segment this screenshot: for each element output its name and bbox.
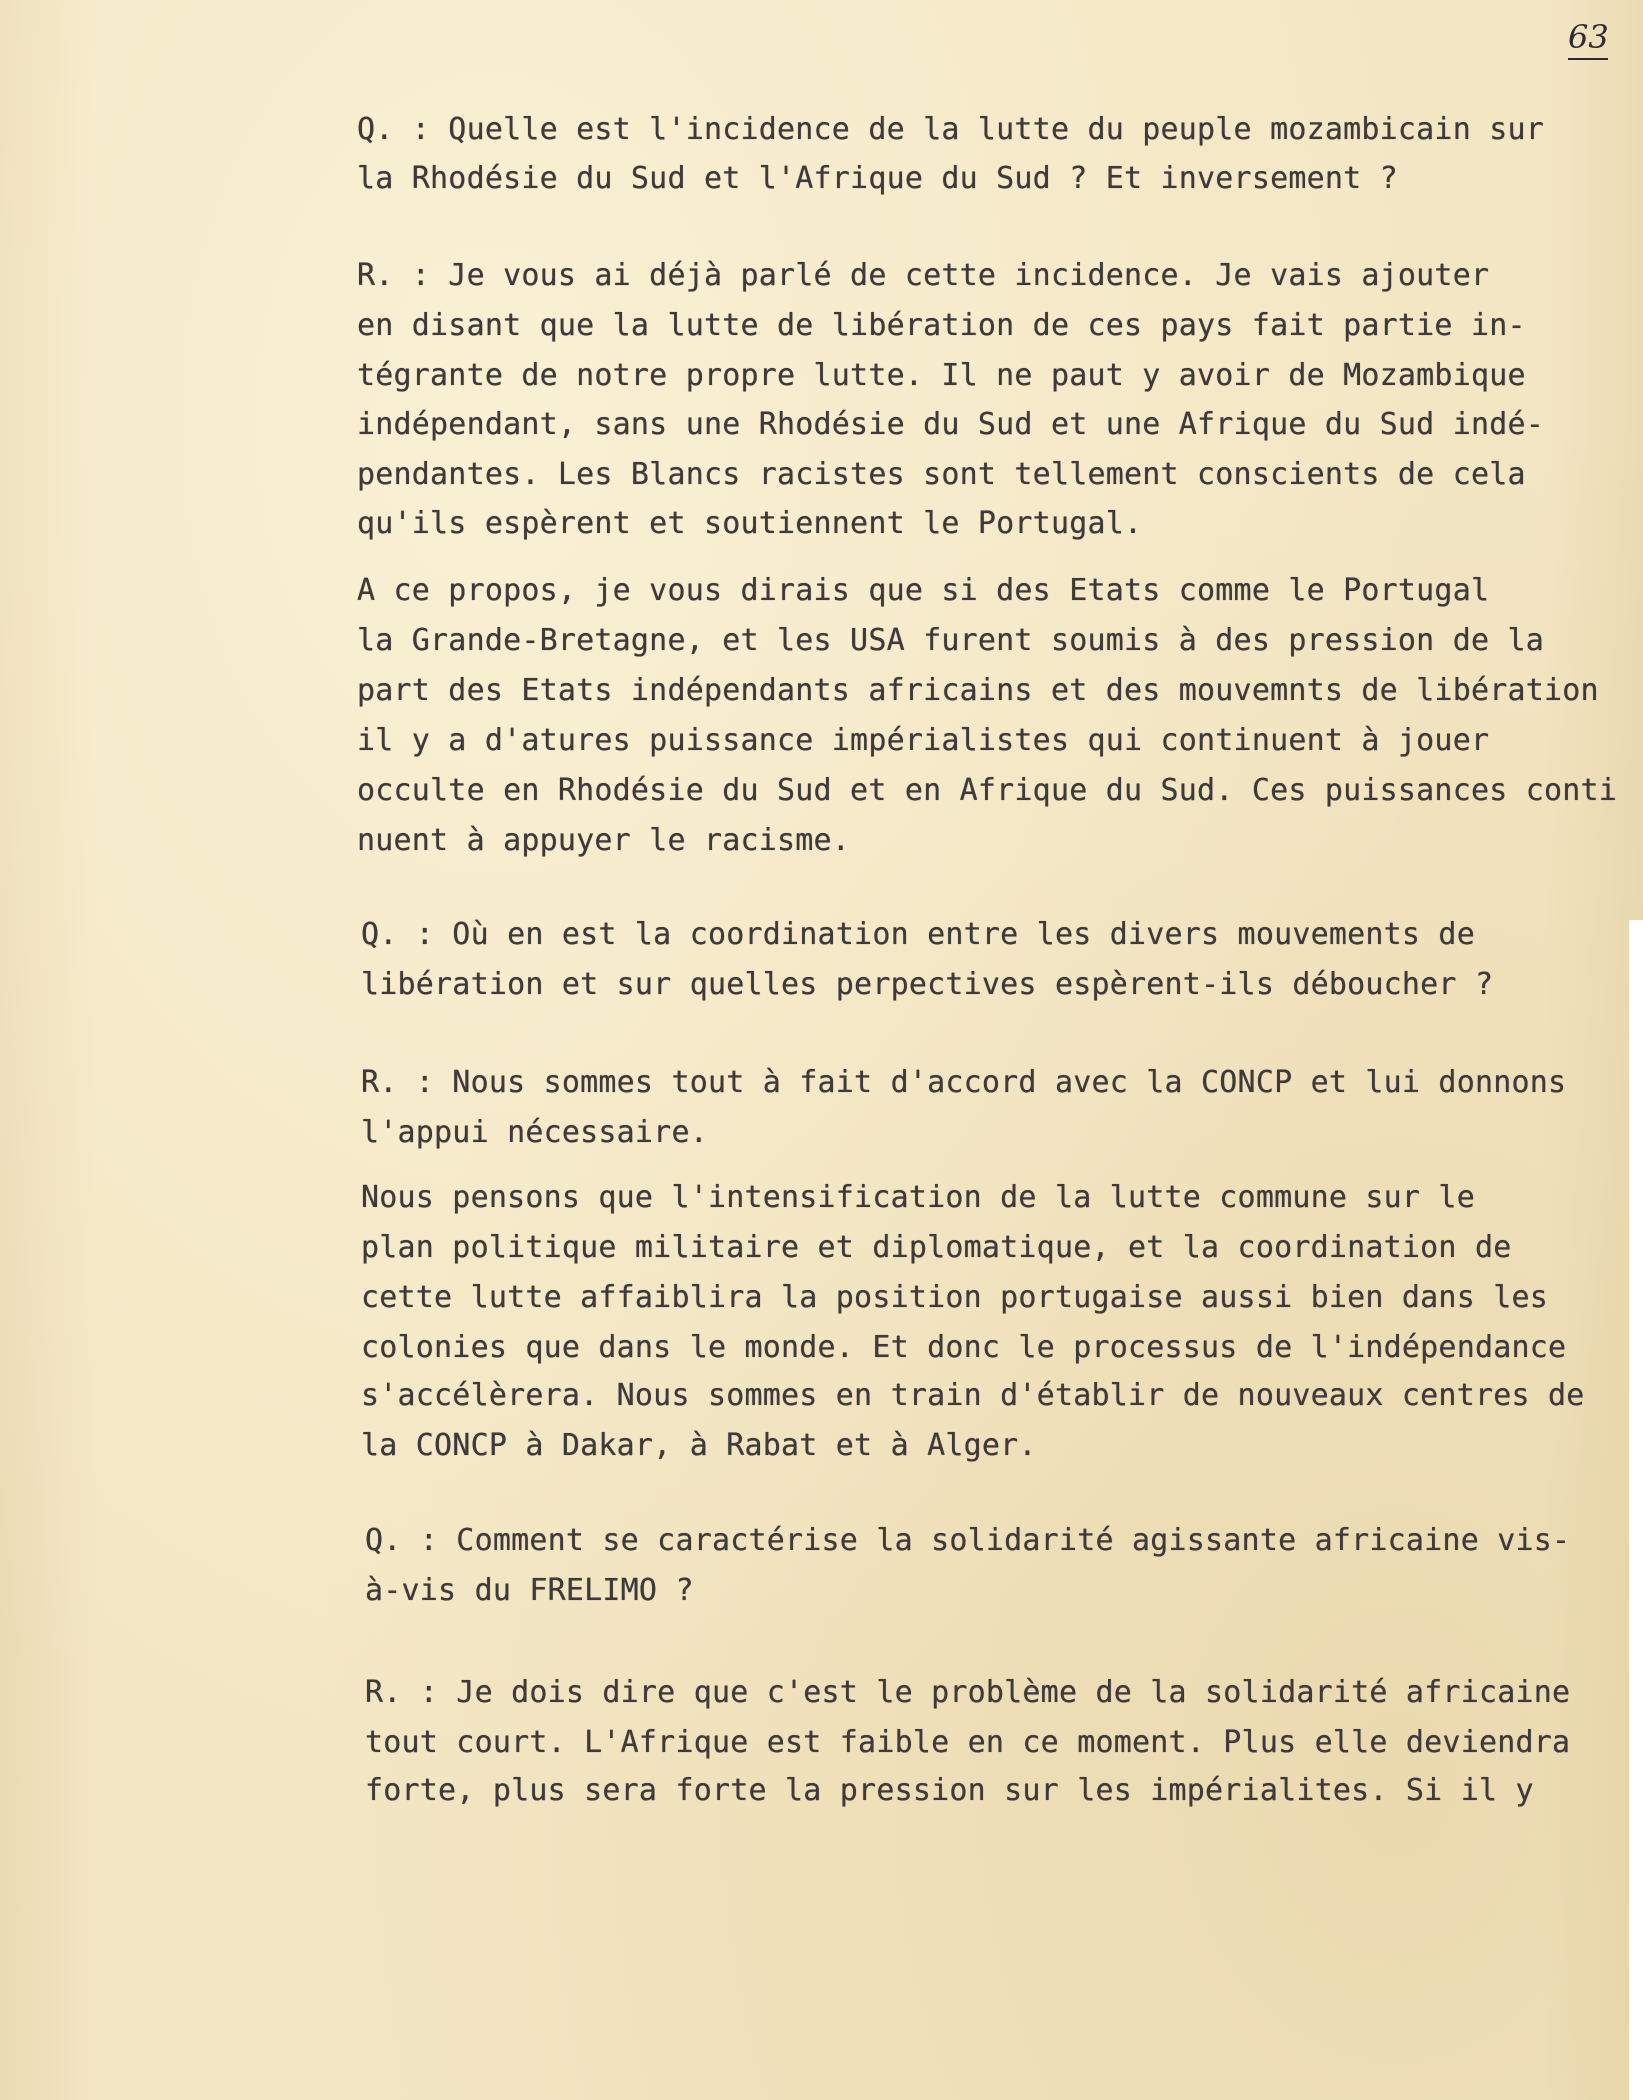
response-line: R. : Je vous ai déjà parlé de cette incidence. Je vais ajouter xyxy=(357,258,1490,293)
response-line: indépendant, sans une Rhodésie du Sud et une Afrique du Sud indé- xyxy=(357,407,1544,442)
response-line: R. : Je dois dire que c'est le problème de la solidarité africaine xyxy=(365,1675,1571,1710)
response-line: pendantes. Les Blancs racistes sont tellement conscients de cela xyxy=(357,457,1526,492)
question-line: Q. : Comment se caractérise la solidarité agissante africaine vis- xyxy=(365,1523,1571,1558)
response-line: tégrante de notre propre lutte. Il ne paut y avoir de Mozambique xyxy=(357,358,1526,393)
response-line: la CONCP à Dakar, à Rabat et à Alger. xyxy=(361,1428,1037,1463)
response-line: il y a d'atures puissance impérialistes qui continuent à jouer xyxy=(357,723,1490,758)
question-line: libération et sur quelles perpectives espèrent-ils déboucher ? xyxy=(361,967,1494,1002)
response-line: part des Etats indépendants africains et des mouvemnts de libération xyxy=(357,673,1599,708)
question-line: Q. : Où en est la coordination entre les divers mouvements de xyxy=(361,917,1475,952)
question-line: la Rhodésie du Sud et l'Afrique du Sud ? Et inversement ? xyxy=(357,161,1398,196)
response-line: forte, plus sera forte la pression sur les impérialites. Si il y xyxy=(365,1773,1534,1808)
response-line: la Grande-Bretagne, et les USA furent soumis à des pression de la xyxy=(357,623,1544,658)
response-line: occulte en Rhodésie du Sud et en Afrique du Sud. Ces puissances conti xyxy=(357,773,1618,808)
response-line: plan politique militaire et diplomatique, et la coordination de xyxy=(361,1230,1512,1265)
page-number-underline xyxy=(1568,58,1608,60)
response-line: en disant que la lutte de libération de ces pays fait partie in- xyxy=(357,308,1526,343)
response-line: A ce propos, je vous dirais que si des Etats comme le Portugal xyxy=(357,573,1490,608)
response-line: l'appui nécessaire. xyxy=(361,1115,708,1150)
response-line: qu'ils espèrent et soutiennent le Portugal. xyxy=(357,506,1143,541)
response-line: Nous pensons que l'intensification de la lutte commune sur le xyxy=(361,1180,1475,1215)
question-line: Q. : Quelle est l'incidence de la lutte du peuple mozambicain sur xyxy=(357,112,1544,147)
question-line: à-vis du FRELIMO ? xyxy=(365,1573,694,1608)
response-line: R. : Nous sommes tout à fait d'accord avec la CONCP et lui donnons xyxy=(361,1065,1567,1100)
response-line: s'accélèrera. Nous sommes en train d'établir de nouveaux centres de xyxy=(361,1378,1585,1413)
response-line: nuent à appuyer le racisme. xyxy=(357,823,851,858)
response-line: colonies que dans le monde. Et donc le processus de l'indépendance xyxy=(361,1330,1567,1365)
page-number: 63 xyxy=(1568,18,1609,56)
response-line: cette lutte affaiblira la position portugaise aussi bien dans les xyxy=(361,1280,1548,1315)
response-line: tout court. L'Afrique est faible en ce moment. Plus elle deviendra xyxy=(365,1725,1571,1760)
